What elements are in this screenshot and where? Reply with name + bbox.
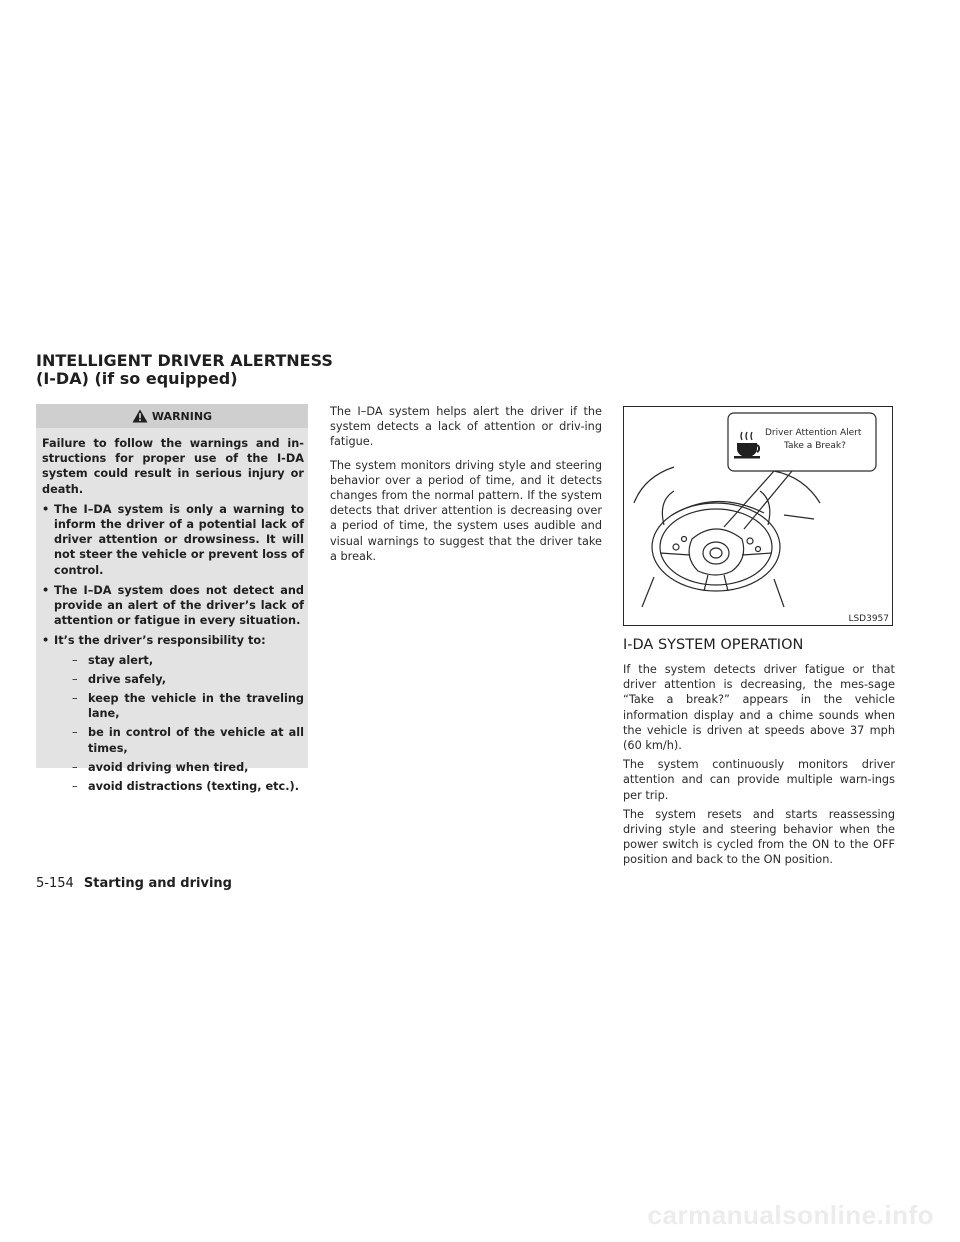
responsibility-item: – avoid distractions (texting, etc.).: [72, 780, 299, 794]
coffee-cup-icon: [734, 432, 760, 459]
warning-header: [36, 404, 308, 428]
responsibility-item: – stay alert,: [72, 653, 154, 667]
chapter-name: Starting and driving: [83, 876, 232, 891]
warning-bullet-text: The I–DA system is only a warning to inform the driver of a potential lack of driver attention or drowsiness. It will not steer the vehicle or prevent loss of control.: [54, 502, 304, 577]
operation-paragraph-2: The system continuously monitors driver attention and can provide multiple warn-ings per trip.: [623, 758, 895, 802]
warning-intro: Failure to follow the warnings and in-structions for proper use of the I-DA system could result in serious injury or death.: [42, 437, 304, 496]
responsibility-item: – be in control of the vehicle at all times,: [72, 726, 304, 755]
responsibility-list: [54, 653, 304, 795]
page-footer: [36, 876, 232, 891]
operation-paragraph-1: If the system detects driver fatigue or that driver attention is decreasing, the mes-sage “Take a break?” appears in the vehicle information display and a chime sounds when the vehicle is driven at speeds above 37 mph (60 km/h).: [623, 663, 895, 753]
warning-body: [36, 428, 308, 794]
operation-column: [623, 636, 895, 872]
warning-box: [36, 404, 308, 794]
warning-bullet: • It’s the driver’s responsibility to: – stay alert, – drive safely, – keep the vehicle in the traveling lane, – be in control of the vehicle at all times, – avoid driving when tired, – avoid distractions (texting, etc.).: [42, 634, 304, 794]
steering-wheel-illustration: [623, 406, 893, 626]
operation-paragraph-3: The system resets and starts reassessing driving style and steering behavior when the power switch is cycled from the ON to the OFF position and back to the ON position.: [623, 807, 895, 867]
figure-code: LSD3957: [848, 614, 889, 624]
warning-bullet-text: The I–DA system does not detect and provide an alert of the driver’s lack of attention or fatigue in every situation.: [54, 583, 304, 628]
responsibility-item: – drive safely,: [72, 672, 167, 686]
warning-bullet: • The I–DA system is only a warning to inform the driver of a potential lack of driver attention or drowsiness. It will not steer the vehicle or prevent loss of control.: [42, 502, 304, 577]
intro-column: [330, 404, 602, 572]
section-title-line-1: INTELLIGENT DRIVER ALERTNESS: [36, 351, 333, 370]
display-message-line-2: Take a Break?: [784, 441, 846, 451]
warning-bullet-text: It’s the driver’s responsibility to:: [54, 634, 266, 648]
section-title: [36, 352, 333, 388]
warning-bullet: • The I–DA system does not detect and provide an alert of the driver’s lack of attention or fatigue in every situation.: [42, 583, 304, 628]
section-title-line-2: (I-DA) (if so equipped): [36, 369, 238, 388]
intro-paragraph-2: The system monitors driving style and steering behavior over a period of time, and it detects changes from the normal pattern. If the system detects that driver attention is decreasing over a period of time, the system uses audible and visual warnings to suggest that the driver take a break.: [330, 458, 602, 563]
steering-wheel-drawing: [624, 407, 891, 624]
display-message-line-1: Driver Attention Alert: [765, 428, 862, 438]
responsibility-item: – avoid driving when tired,: [72, 760, 249, 774]
warning-triangle-icon: [132, 409, 148, 423]
responsibility-item: – keep the vehicle in the traveling lane,: [72, 692, 304, 721]
warning-label: WARNING: [151, 409, 213, 423]
operation-heading: I-DA SYSTEM OPERATION: [623, 637, 804, 653]
page-number: 5-154: [36, 876, 74, 891]
intro-paragraph-1: The I–DA system helps alert the driver if the system detects a lack of attention or driv-ing fatigue.: [330, 405, 602, 449]
site-watermark[interactable]: carmanualsonline.info: [647, 1200, 934, 1230]
